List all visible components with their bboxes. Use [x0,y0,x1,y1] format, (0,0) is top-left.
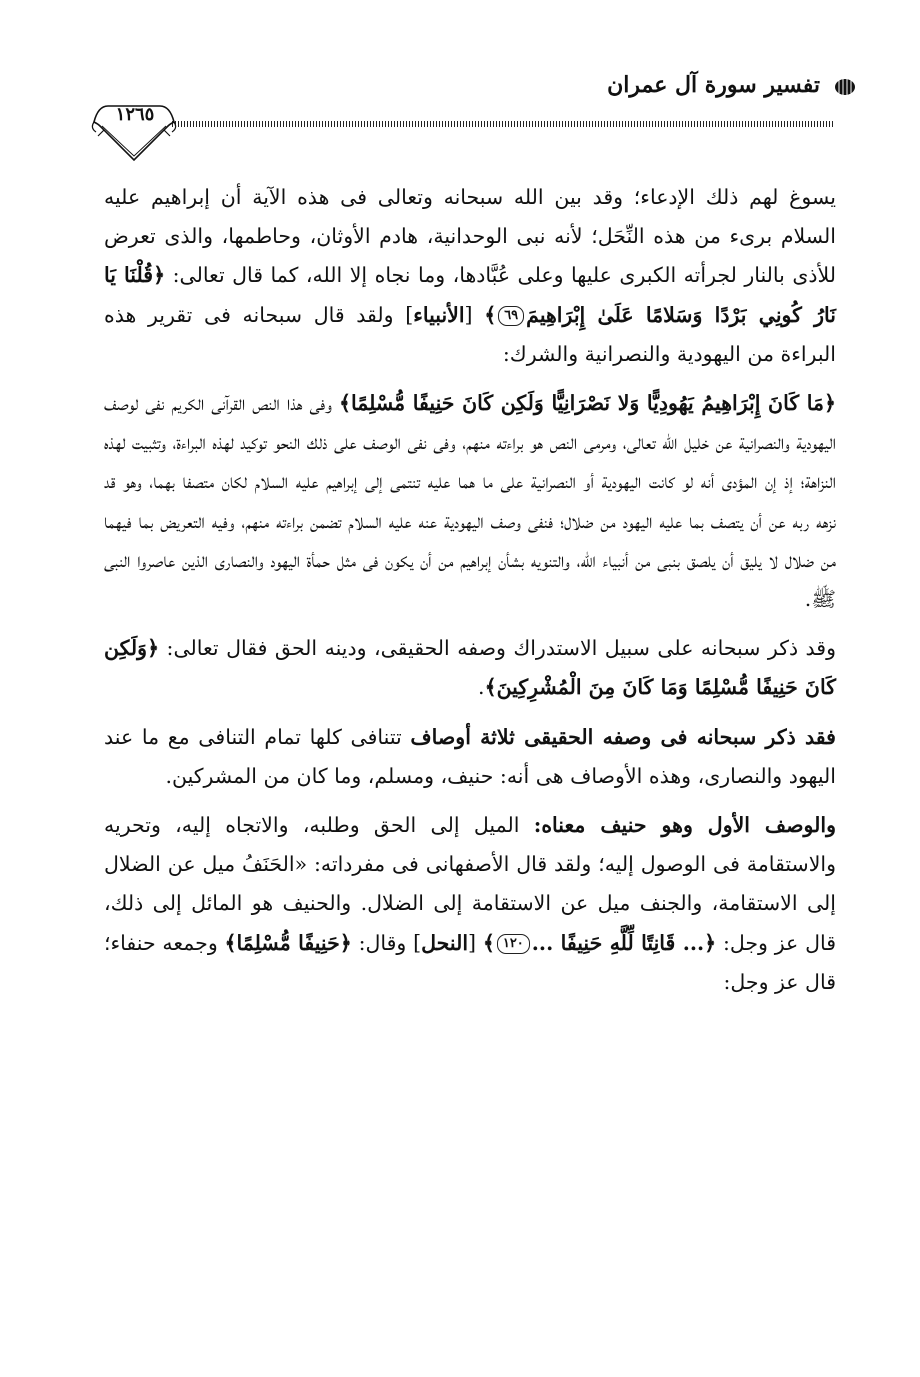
text-span: . [478,675,485,700]
quran-verse: ﴿وَلَكِن كَانَ حَنِيفًا مُّسْلِمًا وَمَا كَانَ مِنَ الْمُشْرِكِينَ﴾ [104,636,836,700]
bold-text: الأنبياء [413,302,465,327]
page-header-title: تفسير سورة آل عمران [607,72,820,98]
text-span: يسوغ لهم ذلك الإدعاء؛ وقد بين الله سبحانه وتعالى فى هذه الآية أن إبراهيم عليه السلام برىء من هذه النِّحَل؛ لأنه نبى الوحدانية، هادم الأوثان، وحاطمها، والذى تعرض للأذى بالنار لجرأته الكبرى عليها وعلى عُبَّادها، وما نجاه إلا الله، كما قال تعالى: [104,185,837,288]
text-span: وفى هذا النص القرآنى الكريم نفى لوصف اليهودية والنصرانية عن خليل الله تعالى، ومرمى النص هو براءته منهم، وفى نفى الوصف على ذلك النحو توكيد لهذه البراءة، وتثبيت لهذه النزاهة؛ إذ إن المؤدى أنه لو كانت اليهودية أو النصرانية على ما هما عليه تنتمى إلى إبراهيم عليه السلام لكان متصفا بهما، وهو قد نزهه ربه عن أن يتصف بما عليه اليهود من ضلال؛ فنفى وصف اليهودية عنه عليه السلام تضمن براءته منهم، وفيه التعريض بما فيهما من ضلال لا يليق أن يلصق بنبى من أنبياء الله، والتنويه بشأن إبراهيم من أن يكون فى مثل حمأة اليهود والنصارى الذين عاصروا النبى ﷺ. [104,391,836,612]
ayah-number: ١٢٠ [497,934,530,954]
text-span: وقد ذكر سبحانه على سبيل الاستدراك وصفه الحقيقى، ودينه الحق فقال تعالى: [159,636,836,661]
quran-verse: ﴿حَنِيفًا مُّسْلِمًا﴾ [224,930,352,955]
header-ornament-icon [834,78,856,96]
quran-verse: ﴾ [482,930,495,955]
quran-verse: ﴾ [484,302,497,327]
bold-text: والوصف الأول وهو حنيف معناه: [533,813,836,838]
text-span: [ [468,930,483,955]
paragraph [104,806,836,1002]
bold-text: فقد ذكر سبحانه فى وصفه الحقيقى ثلاثة أوصاف [410,724,836,749]
quran-verse: ﴿مَا كَانَ إِبْرَاهِيمُ يَهُودِيًّا وَلا نَصْرَانِيًّا وَلَكِن كَانَ حَنِيفًا مُّسْلِمًا﴾ [338,391,836,416]
paragraph [104,629,836,707]
text-span: ] ولقد قال سبحانه فى تقرير هذه البراءة من اليهودية والنصرانية والشرك: [104,302,836,366]
text-span: وجمعه حنفاء؛ قال عز وجل: [104,930,836,994]
text-span: تتنافى كلها تمام التنافى مع ما عند اليهود والنصارى، وهذه الأوصاف هى أنه: حنيف، ومسلم، وما كان من المشركين. [104,724,836,788]
paragraph [104,178,836,374]
text-span: الميل إلى الحق وطلبه، والاتجاه إليه، وتحريه والاستقامة فى الوصول إليه؛ ولقد قال الأصفهانى فى مفرداته: «الحَنَفُ ميل عن الضلال إلى الاستقامة، والجنف ميل عن الاستقامة إلى الضلال. والحنيف هو المائل إلى ذلك، قال عز وجل: [104,813,837,955]
page-number: ١٢٦٥ [115,104,155,125]
ayah-number: ٦٩ [498,306,524,326]
text-span: [ [464,302,485,327]
paragraph [104,384,836,619]
bold-text: النحل [421,930,469,955]
quran-verse: ﴿قُلْنَا يَا نَارُ كُونِي بَرْدًا وَسَلامًا عَلَىٰ إِبْرَاهِيمَ [104,263,836,327]
header-rule [172,121,834,127]
page-body [104,178,836,1002]
quran-verse: ﴿... قَانِتًا لِّلَّهِ حَنِيفًا ... [531,930,717,955]
paragraph [104,718,836,796]
text-span: ] وقال: [351,930,422,955]
